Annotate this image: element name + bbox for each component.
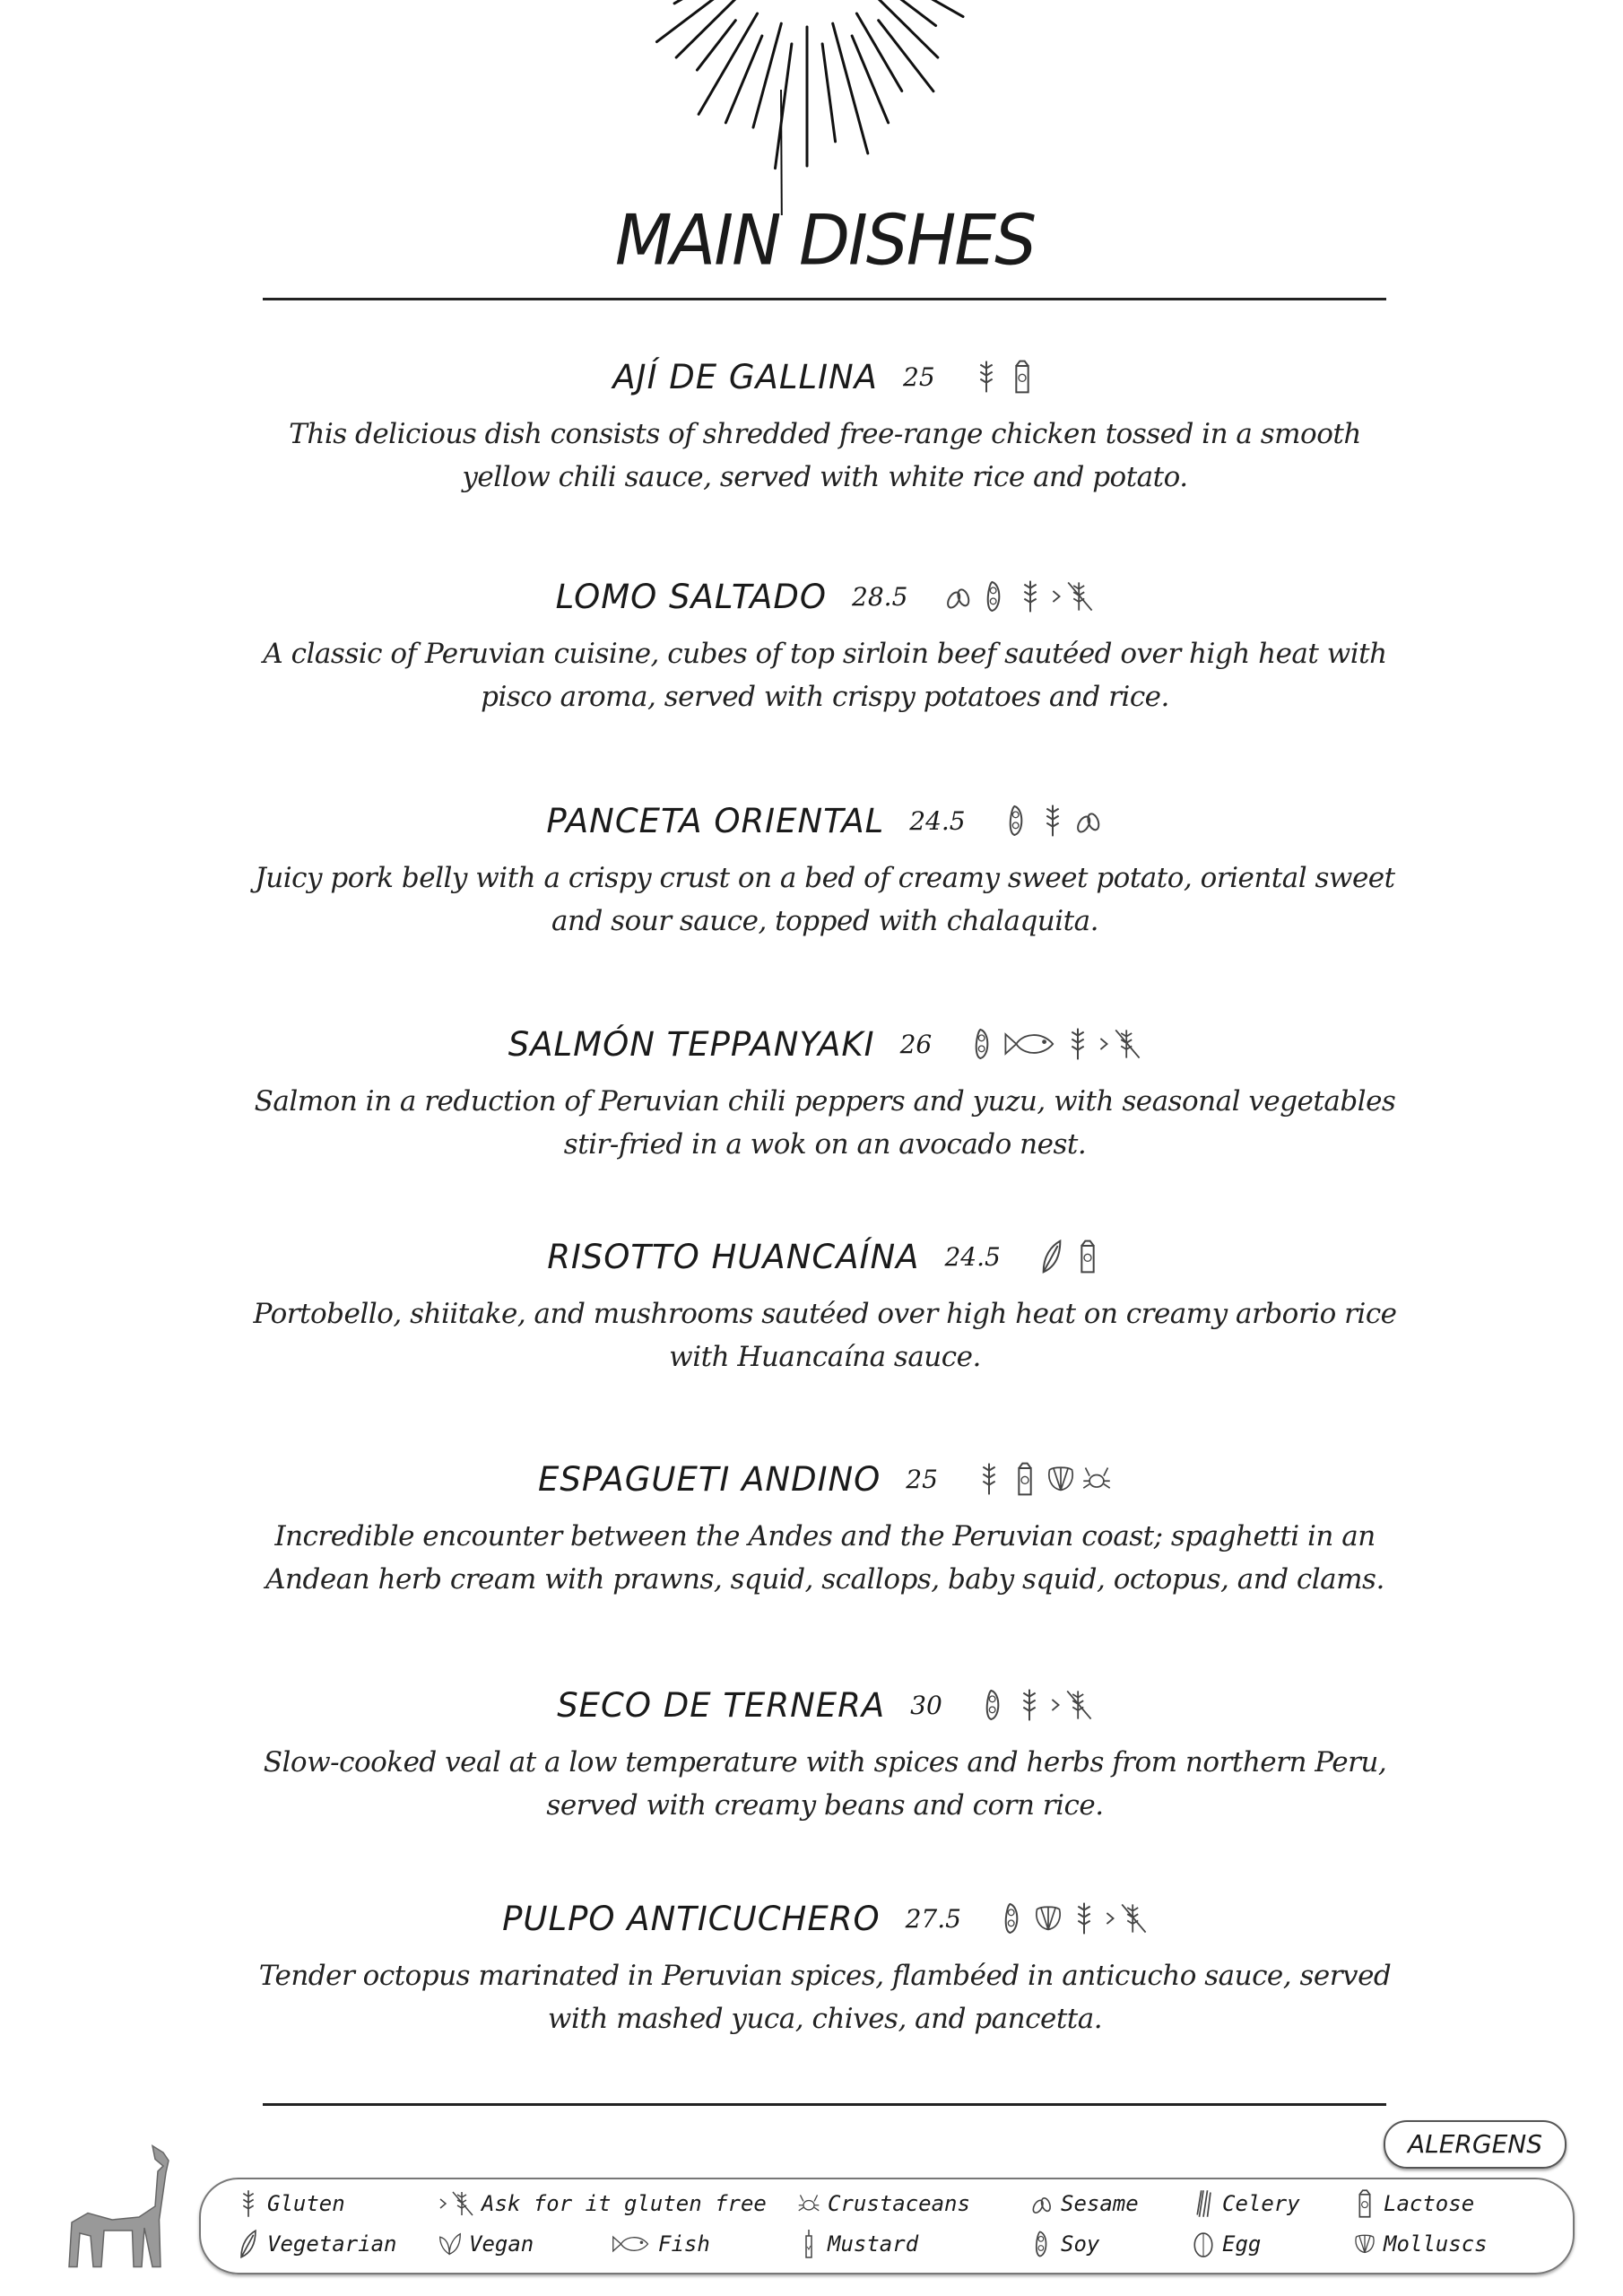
sun-ray [856,13,901,91]
vegetarian-icon [1037,1239,1067,1274]
legend-item-fish [612,2229,710,2259]
ask-gluten-free-icon [1051,578,1094,614]
legend-item-ask-gluten-free [438,2188,767,2219]
molluscs-icon [1046,1461,1076,1497]
dish-item [251,1231,1399,1378]
lactose-icon [1353,2188,1376,2219]
footer-divider [263,2103,1386,2106]
dish-allergen-icons [997,1900,1148,1936]
dish-description: Tender octopus marinated in Peruvian spices, flambéed in anticucho sauce, served with mashed yuca, chives, and pancetta. [258,1960,1392,2035]
dish-price: 24.5 [944,1241,1001,1272]
dish-price: 24.5 [909,805,966,836]
legend-label: Egg [1222,2231,1262,2257]
lactose-icon [1072,1239,1103,1274]
dish-allergen-icons [1037,1239,1103,1274]
dish-name: PANCETA ORIENTAL [546,801,885,840]
dish-name: SALMÓN TEPPANYAKI [508,1024,875,1064]
crustaceans-icon [797,2188,820,2219]
soy-icon [978,1687,1009,1723]
dish-name: RISOTTO HUANCAÍNA [547,1237,920,1276]
header-divider [263,298,1386,300]
legend-label: Molluscs [1384,2231,1488,2257]
dish-allergen-icons [978,1687,1093,1723]
dish-item [251,1680,1399,1827]
legend-label: Fish [658,2231,710,2257]
legend-item-egg [1192,2229,1261,2259]
gluten-icon [971,359,1002,395]
legend-item-vegan [438,2229,534,2259]
dish-item [251,1454,1399,1601]
legend-item-molluscs [1353,2229,1488,2259]
mustard-icon [797,2229,820,2259]
page-title: MAIN DISHES [614,199,1036,282]
dish-price: 26 [899,1029,933,1059]
gluten-icon [237,2188,260,2219]
dish-description: Incredible encounter between the Andes and the Peruvian coast; spaghetti in an Andean herb cream with prawns, squid, scallops, baby squid, octopus, and clams. [265,1520,1384,1596]
legend-label: Vegan [469,2231,534,2257]
dish-description: Portobello, shiitake, and mushrooms sautéed over high heat on creamy arborio rice with Huancaína sauce. [253,1298,1397,1373]
soy-icon [1030,2229,1054,2259]
soy-icon [997,1900,1028,1936]
legend-item-soy [1030,2229,1099,2259]
vegan-icon [438,2229,462,2259]
vegetarian-icon [237,2229,260,2259]
legend-item-crustaceans [797,2188,970,2219]
legend-item-gluten [237,2188,345,2219]
sesame-icon [943,578,974,614]
sunburst-decoration [538,0,1076,215]
dish-price: 25 [903,361,935,392]
legend-item-sesame [1030,2188,1139,2219]
dish-name: LOMO SALTADO [555,577,828,616]
ask-gluten-free-icon [1050,1687,1093,1723]
legend-label: Gluten [267,2191,345,2216]
gluten-icon [1015,578,1046,614]
molluscs-icon [1353,2229,1376,2259]
legend-item-mustard [797,2229,918,2259]
dish-item [251,571,1399,718]
legend-label: Sesame [1061,2191,1139,2216]
allergen-legend [199,2178,1575,2274]
legend-item-lactose [1353,2188,1474,2219]
dish-allergen-icons [971,359,1037,395]
legend-item-vegetarian [237,2229,397,2259]
gluten-icon [1069,1900,1099,1936]
dish-allergen-icons [943,578,1094,614]
dish-name: SECO DE TERNERA [557,1685,886,1725]
soy-icon [1002,803,1032,839]
ask-gluten-free-icon [438,2188,474,2219]
sun-ray [833,23,868,153]
dish-description: Salmon in a reduction of Peruvian chili peppers and yuzu, with seasonal vegetables stir-fried in a wok on an avocado nest. [254,1085,1396,1161]
dish-description: A classic of Peruvian cuisine, cubes of top sirloin beef sautéed over high heat with pisco aroma, served with crispy potatoes and rice. [263,638,1387,713]
lactose-icon [1007,359,1037,395]
legend-label: Celery [1222,2191,1300,2216]
dish-description: Juicy pork belly with a crispy crust on a bed of creamy sweet potato, oriental sweet and sour sauce, topped with chalaquita. [255,862,1395,937]
allergens-title: ALERGENS [1384,2120,1567,2169]
sun-ray [753,23,781,127]
sesame-icon [1073,803,1104,839]
sun-ray [879,21,933,91]
dish-name: AJÍ DE GALLINA [612,357,878,396]
dish-name: PULPO ANTICUCHERO [502,1899,881,1938]
gluten-icon [1037,803,1068,839]
celery-icon [1192,2188,1215,2219]
dish-price: 25 [906,1464,938,1494]
ask-gluten-free-icon [1105,1900,1148,1936]
egg-icon [1192,2229,1215,2259]
lactose-icon [1010,1461,1040,1497]
sun-ray [656,0,714,42]
sun-ray [674,0,721,4]
dish-item [251,352,1399,499]
soy-icon [979,578,1010,614]
legend-item-celery [1192,2188,1300,2219]
dish-allergen-icons [1002,803,1104,839]
sun-ray [822,44,835,142]
crustaceans-icon [1081,1461,1112,1497]
legend-label: Vegetarian [267,2231,397,2257]
dish-price: 30 [910,1690,942,1720]
legend-label: Ask for it gluten free [482,2191,767,2216]
dish-item [251,1893,1399,2040]
legend-label: Crustaceans [828,2191,970,2216]
dish-item [251,1019,1399,1166]
sun-ray [775,44,791,169]
legend-label: Soy [1061,2231,1100,2257]
fish-icon [1003,1026,1057,1062]
sun-ray [781,90,782,215]
dish-allergen-icons [968,1026,1141,1062]
legend-label: Lactose [1384,2191,1475,2216]
dish-description: Slow-cooked veal at a low temperature with spices and herbs from northern Peru, served with creamy beans and corn rice. [263,1746,1387,1822]
gluten-icon [1063,1026,1093,1062]
dish-description: This delicious dish consists of shredded free-range chicken tossed in a smooth yellow chili sauce, served with white rice and potato. [289,418,1361,493]
dish-price: 27.5 [905,1903,961,1934]
dish-allergen-icons [974,1461,1112,1497]
llama-illustration [58,2139,193,2274]
legend-label: Mustard [828,2231,919,2257]
ask-gluten-free-icon [1098,1026,1141,1062]
gluten-icon [974,1461,1004,1497]
dish-price: 28.5 [852,581,908,612]
sesame-icon [1030,2188,1054,2219]
dish-name: ESPAGUETI ANDINO [538,1459,881,1499]
sun-ray [900,0,936,26]
soy-icon [968,1026,998,1062]
dish-item [251,796,1399,943]
fish-icon [612,2229,651,2259]
gluten-icon [1014,1687,1045,1723]
molluscs-icon [1033,1900,1063,1936]
